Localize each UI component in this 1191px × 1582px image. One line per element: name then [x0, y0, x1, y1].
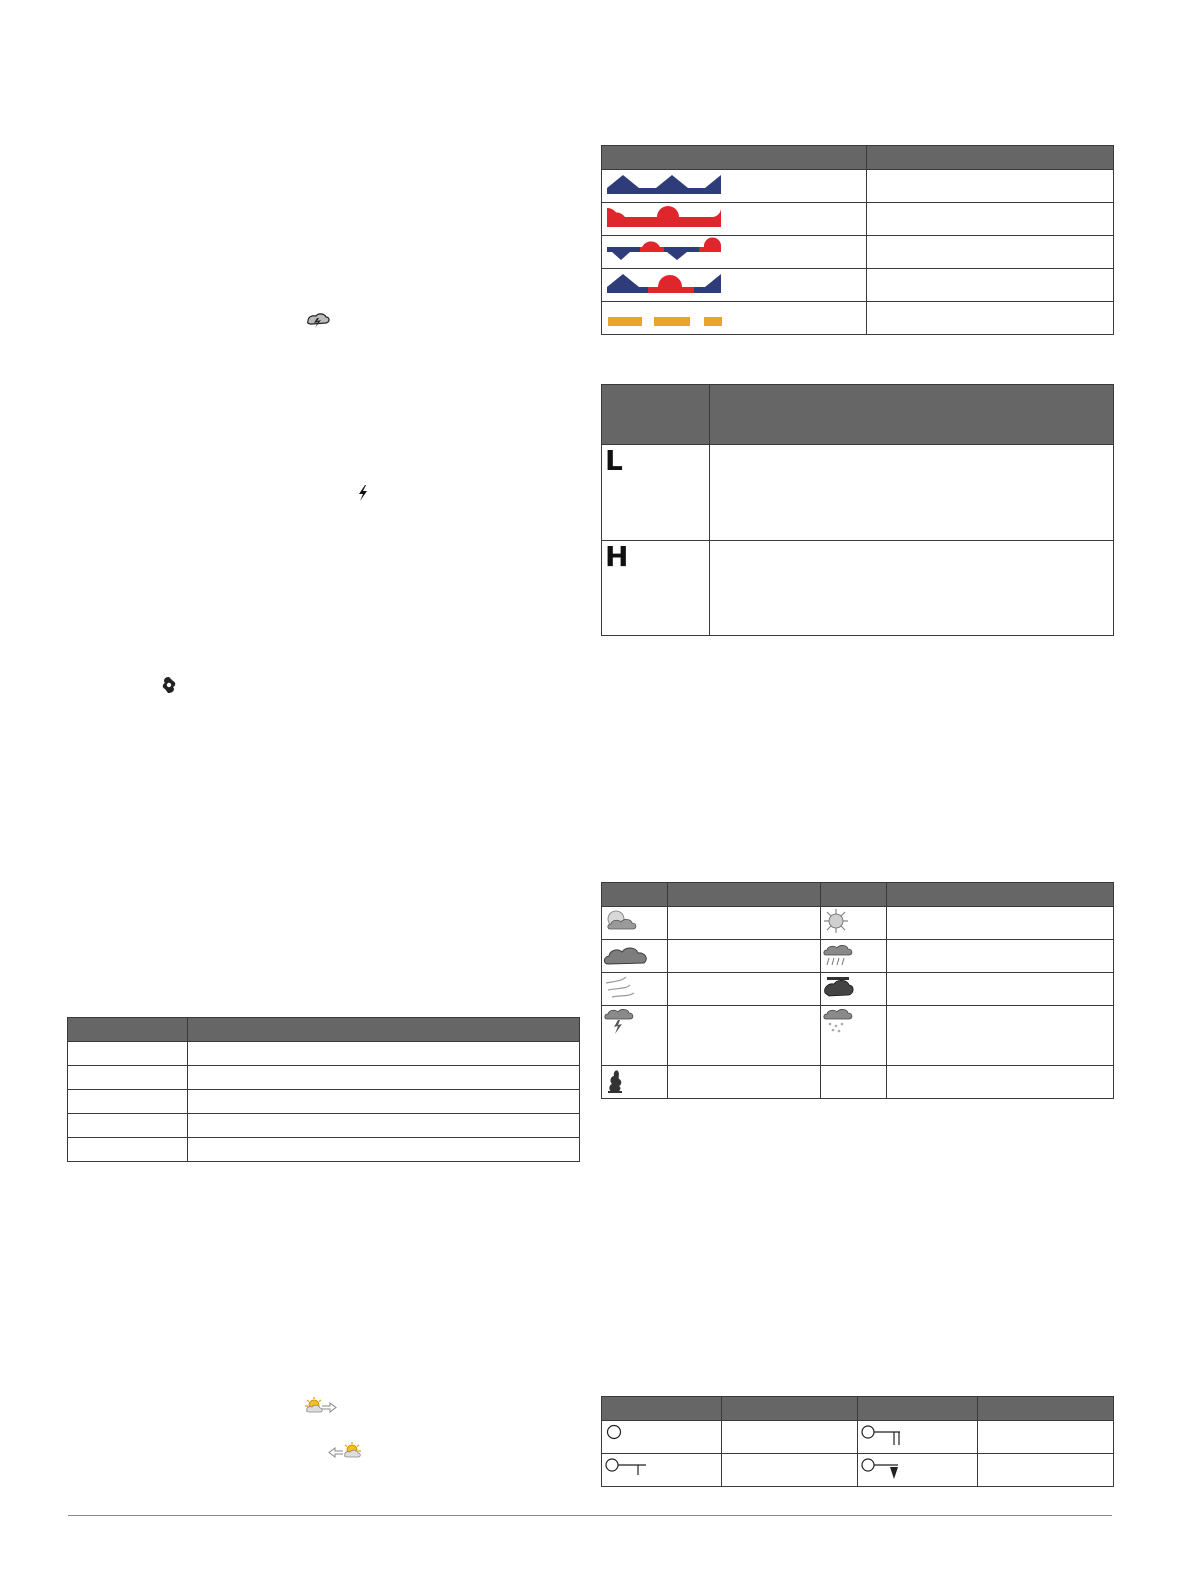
thunderstorm-icon: [602, 1006, 642, 1036]
table-row: [602, 973, 1114, 1006]
table-row: [602, 907, 1114, 940]
occluded-front-description: [867, 269, 1114, 302]
wind-table-header-symbol-2: [858, 1397, 978, 1421]
wind-table-header-symbol-1: [602, 1397, 722, 1421]
partly-cloudy-icon: [602, 907, 642, 937]
pressure-table-header-symbol: [602, 385, 710, 445]
thunderstorm-description: [668, 1006, 821, 1066]
wind-pennant-icon: [858, 1454, 918, 1484]
table-row: [602, 170, 1114, 203]
wind-calm-speed: [722, 1421, 858, 1454]
lightning-bolt-icon: [355, 484, 371, 502]
table-row: [602, 541, 1114, 636]
windy-icon: [602, 973, 642, 1003]
left-table-header-col-2: [188, 1018, 580, 1042]
left-table: [67, 1017, 580, 1162]
haze-description: [887, 973, 1114, 1006]
left-table-header-col-1: [68, 1018, 188, 1042]
haze-icon: [821, 973, 861, 1003]
trough-description: [867, 302, 1114, 335]
sun-arrow-right-icon: [303, 1397, 337, 1417]
footer-rule: [68, 1515, 1112, 1516]
forecast-table-header-desc-1: [668, 883, 821, 907]
sunny-icon: [821, 907, 861, 937]
table-row: [602, 203, 1114, 236]
sun-arrow-left-icon: [328, 1442, 362, 1462]
wind-table-header: [602, 1397, 1114, 1421]
table-row: [602, 236, 1114, 269]
high-pressure-description: [710, 541, 1114, 636]
low-pressure-description: [710, 445, 1114, 541]
trough-icon: [602, 302, 724, 334]
table-row: [602, 1421, 1114, 1454]
sunny-description: [887, 907, 1114, 940]
table-row: [602, 445, 1114, 541]
pressure-table-header-description: [710, 385, 1114, 445]
warm-front-description: [867, 203, 1114, 236]
windy-description: [668, 973, 821, 1006]
rain-icon: [821, 940, 861, 970]
wind-table-header-speed-1: [722, 1397, 858, 1421]
fronts-table: [601, 145, 1114, 335]
fronts-table-header-description: [867, 146, 1114, 170]
smoke-icon: [602, 1066, 642, 1096]
fronts-table-header-symbol: [602, 146, 867, 170]
forecast-table: [601, 882, 1114, 1099]
high-pressure-symbol: H: [605, 540, 629, 573]
cloudy-icon: [602, 940, 650, 970]
stationary-front-description: [867, 236, 1114, 269]
wind-barb-long-icon: [858, 1421, 918, 1451]
hurricane-icon: [160, 676, 178, 694]
wind-table-header-speed-2: [978, 1397, 1114, 1421]
table-row: [602, 302, 1114, 335]
wind-barb-short-icon: [602, 1454, 662, 1484]
wind-pennant-speed: [978, 1454, 1114, 1487]
wind-barb-long-speed: [978, 1421, 1114, 1454]
wind-table: [601, 1396, 1114, 1487]
smoke-description: [668, 1066, 821, 1099]
table-row: [68, 1114, 580, 1138]
stationary-front-icon: [602, 236, 724, 268]
table-row: [602, 1006, 1114, 1066]
table-row: [68, 1090, 580, 1114]
occluded-front-icon: [602, 269, 724, 301]
table-row: [602, 1454, 1114, 1487]
table-row: [68, 1042, 580, 1066]
snow-icon: [821, 1006, 861, 1036]
lightning-storm-cell-icon: [305, 312, 331, 330]
forecast-table-header-desc-2: [887, 883, 1114, 907]
wind-barb-short-speed: [722, 1454, 858, 1487]
pressure-table: [601, 384, 1114, 636]
table-row: [68, 1066, 580, 1090]
cold-front-description: [867, 170, 1114, 203]
left-table-header: [68, 1018, 580, 1042]
warm-front-icon: [602, 203, 724, 235]
snow-description: [887, 1006, 1114, 1066]
cloudy-description: [668, 940, 821, 973]
low-pressure-symbol: L: [605, 444, 623, 477]
table-row: [602, 1066, 1114, 1099]
fronts-table-header: [602, 146, 1114, 170]
wind-calm-icon: [602, 1421, 642, 1451]
rain-description: [887, 940, 1114, 973]
table-row: [602, 940, 1114, 973]
table-row: [602, 269, 1114, 302]
pressure-table-header: [602, 385, 1114, 445]
forecast-table-header-icon-2: [821, 883, 887, 907]
table-row: [68, 1138, 580, 1162]
forecast-table-header-icon-1: [602, 883, 668, 907]
cold-front-icon: [602, 170, 724, 202]
partly-cloudy-description: [668, 907, 821, 940]
forecast-table-header: [602, 883, 1114, 907]
